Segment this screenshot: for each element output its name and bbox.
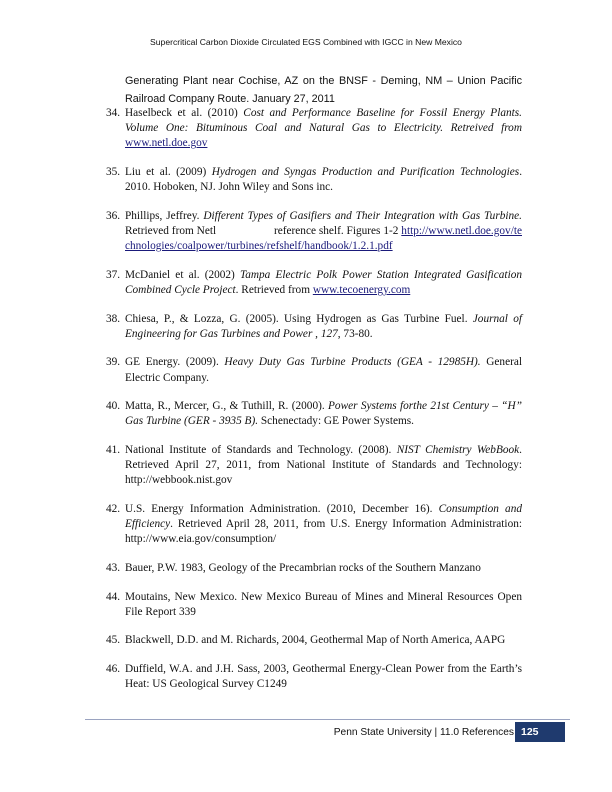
page-number: 125 — [515, 722, 565, 742]
reference-number: 35. — [106, 166, 121, 178]
reference-item: 39. GE Energy. (2009). Heavy Duty Gas Turbine Products (GEA - 12985H). General Electric Company. — [106, 356, 523, 384]
continuation-text: Generating Plant near Cochise, AZ on the BNSF - Deming, NM – Union Pacific Railroad Company Route. January 27, 2011 — [125, 75, 522, 105]
reference-item: 38. Chiesa, P., & Lozza, G. (2005). Using Hydrogen as Gas Turbine Fuel. Journal of Engineering for Gas Turbines and Power , 127, 73-80. — [106, 312, 522, 340]
footer-label: Penn State University | 11.0 References — [333, 727, 514, 738]
reference-item: 46. Duffield, W.A. and J.H. Sass, 2003, Geothermal Energy-Clean Power from the Earth’s Heat: US Geological Survey C1249 — [106, 662, 522, 691]
reference-number: 34. — [106, 107, 121, 119]
reference-item: 36. Phillips, Jeffrey. Different Types of Gasifiers and Their Integration with Gas Turbine. Retrieved from Netl reference shelf. Figures 1-2 http://www.netl.doe.gov/technologies/coalpower/turbines/refshelf/handbook/1.2.1.pdf — [106, 209, 528, 253]
reference-number: 37. — [106, 268, 121, 281]
reference-number: 41. — [106, 443, 121, 456]
reference-number: 42. — [106, 502, 121, 515]
reference-number: 40. — [106, 400, 121, 413]
reference-number: 36. — [106, 209, 121, 222]
reference-item: 40. Matta, R., Mercer, G., & Tuthill, R. (2000). Power Systems forthe 21st Century – “H” Gas Turbine (GER - 3935 B). Schenectady: GE Power Systems. — [106, 400, 522, 428]
reference-number: 44. — [106, 590, 121, 603]
reference-link[interactable]: www.netl.doe.gov — [125, 137, 208, 150]
reference-number: 39. — [106, 356, 121, 369]
reference-number: 46. — [106, 662, 121, 675]
reference-item: 45. Blackwell, D.D. and M. Richards, 2004, Geothermal Map of North America, AAPG — [106, 633, 522, 648]
reference-item: 42. U.S. Energy Information Administration. (2010, December 16). Consumption and Efficiency. Retrieved April 28, 2011, from U.S. Energy Information Administration: http://www.eia.gov/consumption/ — [106, 502, 522, 546]
reference-item: 35. Liu et al. (2009) Hydrogen and Syngas Production and Purification Technologies. 2010. Hoboken, NJ. John Wiley and Sons inc. — [106, 166, 523, 194]
reference-number: 43. — [106, 561, 121, 574]
reference-item: 43. Bauer, P.W. 1983, Geology of the Precambrian rocks of the Southern Manzano — [106, 561, 522, 576]
reference-number: 45. — [106, 634, 121, 647]
reference-link[interactable]: http://www.netl.doe.gov/technologies/coalpower/turbines/refshelf/handbook/1.2.1.pdf — [125, 225, 522, 253]
reference-item: 41. National Institute of Standards and Technology. (2008). NIST Chemistry WebBook. Retrieved April 27, 2011, from National Institute of Standards and Technology: http://webbook.nist.gov — [106, 443, 522, 487]
reference-item: 37. McDaniel et al. (2002) Tampa Electric Polk Power Station Integrated Gasification Combined Cycle Project. Retrieved from www.tecoenergy.com — [106, 268, 523, 296]
reference-link[interactable]: www.tecoenergy.com — [312, 284, 411, 296]
reference-item: 44. Moutains, New Mexico. New Mexico Bureau of Mines and Mineral Resources Open File Report 339 — [106, 590, 522, 618]
footer-divider — [85, 719, 570, 720]
running-header: Supercritical Carbon Dioxide Circulated EGS Combined with IGCC in New Mexico — [150, 37, 462, 47]
reference-list — [106, 106, 528, 706]
reference-number: 38. — [106, 312, 121, 325]
reference-item: 34. Haselbeck et al. (2010) Cost and Performance Baseline for Fossil Energy Plants. Volume One: Bituminous Coal and Natural Gas to Electricity. Retreived from www.netl.doe.gov — [106, 107, 522, 150]
